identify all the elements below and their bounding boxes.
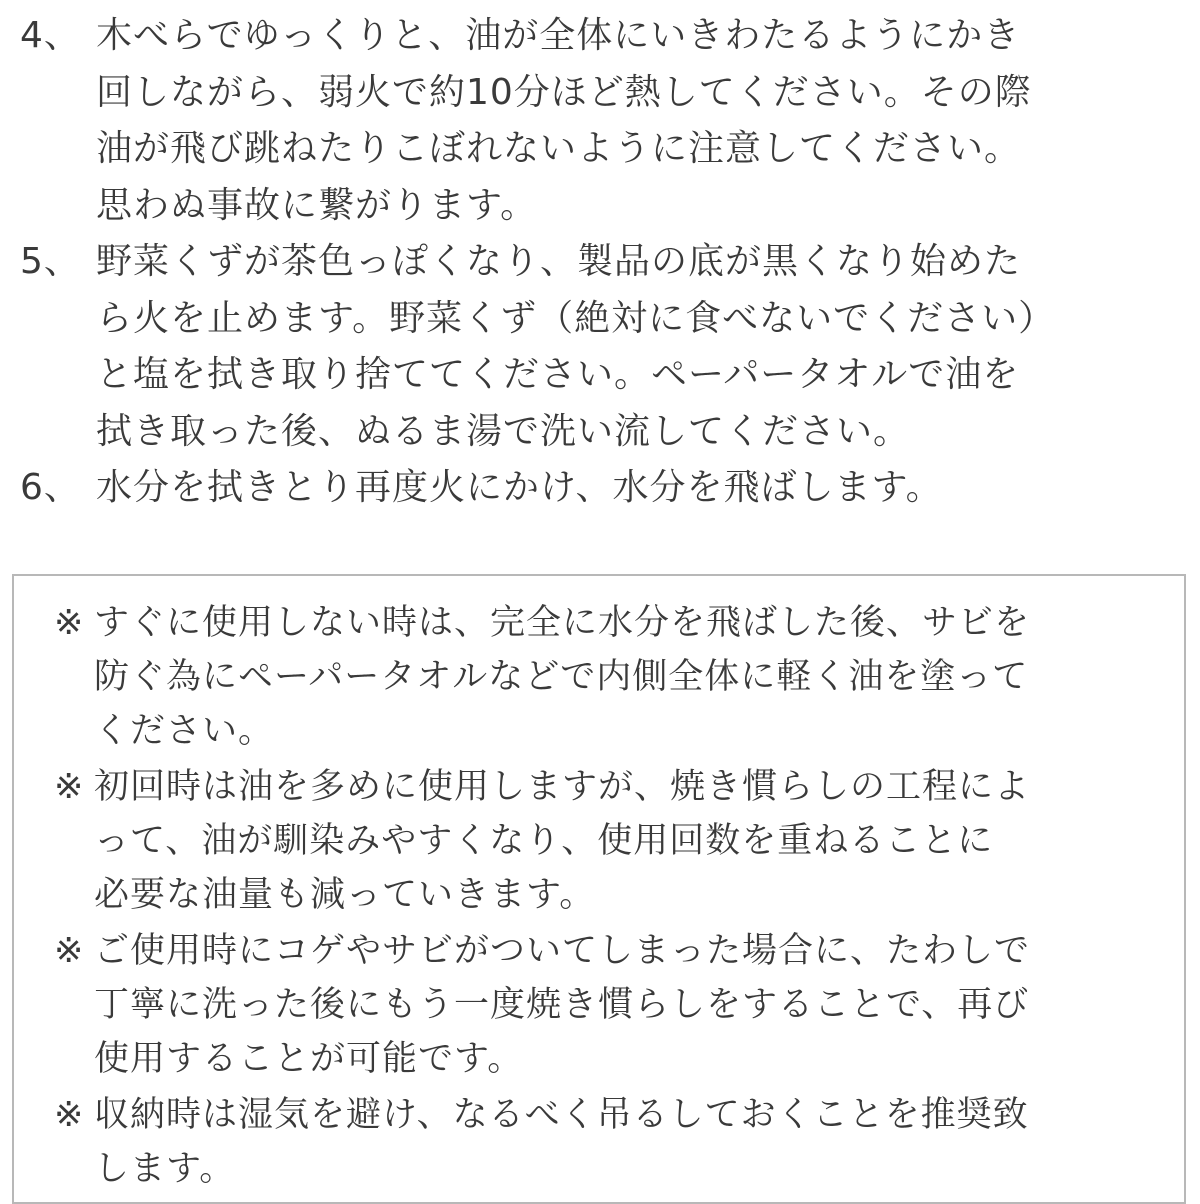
step-text [96, 234, 1195, 460]
note-line: ください。 [94, 711, 275, 751]
step-text [96, 8, 1195, 234]
step-line: 回しながら、弱火で約10分ほど熱してください。その際 [96, 71, 1032, 113]
note-mark: ※ [54, 931, 85, 971]
step-text [96, 460, 1195, 517]
step-line: 油が飛び跳ねたりこぼれないように注意してください。 [96, 128, 1022, 169]
note-mark: ※ [54, 603, 85, 643]
note-line: 収納時は湿気を避け、なるべく吊るしておくことを推奨致 [94, 1095, 1029, 1135]
note-line: ご使用時にコゲやサビがついてしまった場合に、たわしで [94, 931, 1031, 971]
instruction-steps [20, 8, 1195, 517]
step-line: 水分を拭きとり再度火にかけ、水分を飛ばします。 [96, 467, 943, 508]
note-line: 初回時は油を多めに使用しますが、焼き慣らしの工程によ [94, 767, 1031, 807]
notes-list [54, 596, 1174, 1198]
note-line: すぐに使用しない時は、完全に水分を飛ばした後、サビを [94, 603, 1031, 643]
note-line: します。 [94, 1149, 236, 1189]
step-number: 6、 [20, 467, 81, 508]
note-item [54, 924, 1174, 1086]
note-text [94, 1088, 1174, 1196]
note-text [94, 760, 1174, 922]
note-text [94, 924, 1174, 1086]
note-item [54, 596, 1174, 758]
notes-box [12, 574, 1186, 1204]
step-6 [20, 460, 1195, 517]
note-line: って、油が馴染みやすくなり、使用回数を重ねることに [94, 821, 994, 861]
note-line: 丁寧に洗った後にもう一度焼き慣らしをすることで、再び [94, 985, 1030, 1025]
note-item [54, 1088, 1174, 1196]
step-line: 思わぬ事故に繋がります。 [96, 184, 538, 226]
note-text [94, 596, 1174, 758]
step-line: 野菜くずが茶色っぽくなり、製品の底が黒くなり始めた [96, 241, 1022, 282]
step-4 [20, 8, 1195, 234]
step-number: 4、 [20, 15, 81, 56]
note-line: 必要な油量も減っていきます。 [94, 875, 596, 915]
step-line: 木べらでゆっくりと、油が全体にいきわたるようにかき [96, 15, 1021, 56]
note-mark: ※ [54, 767, 85, 807]
step-line: と塩を拭き取り捨ててください。ペーパータオルで油を [96, 354, 1020, 395]
step-line: ら火を止めます。野菜くず（絶対に食べないでください） [96, 297, 1056, 339]
step-5 [20, 234, 1195, 460]
note-line: 防ぐ為にペーパータオルなどで内側全体に軽く油を塗って [94, 657, 1029, 697]
note-item [54, 760, 1174, 922]
note-line: 使用することが可能です。 [94, 1039, 524, 1079]
step-number: 5、 [20, 241, 81, 282]
note-mark: ※ [54, 1095, 85, 1135]
step-line: 拭き取った後、ぬるま湯で洗い流してください。 [96, 410, 911, 452]
